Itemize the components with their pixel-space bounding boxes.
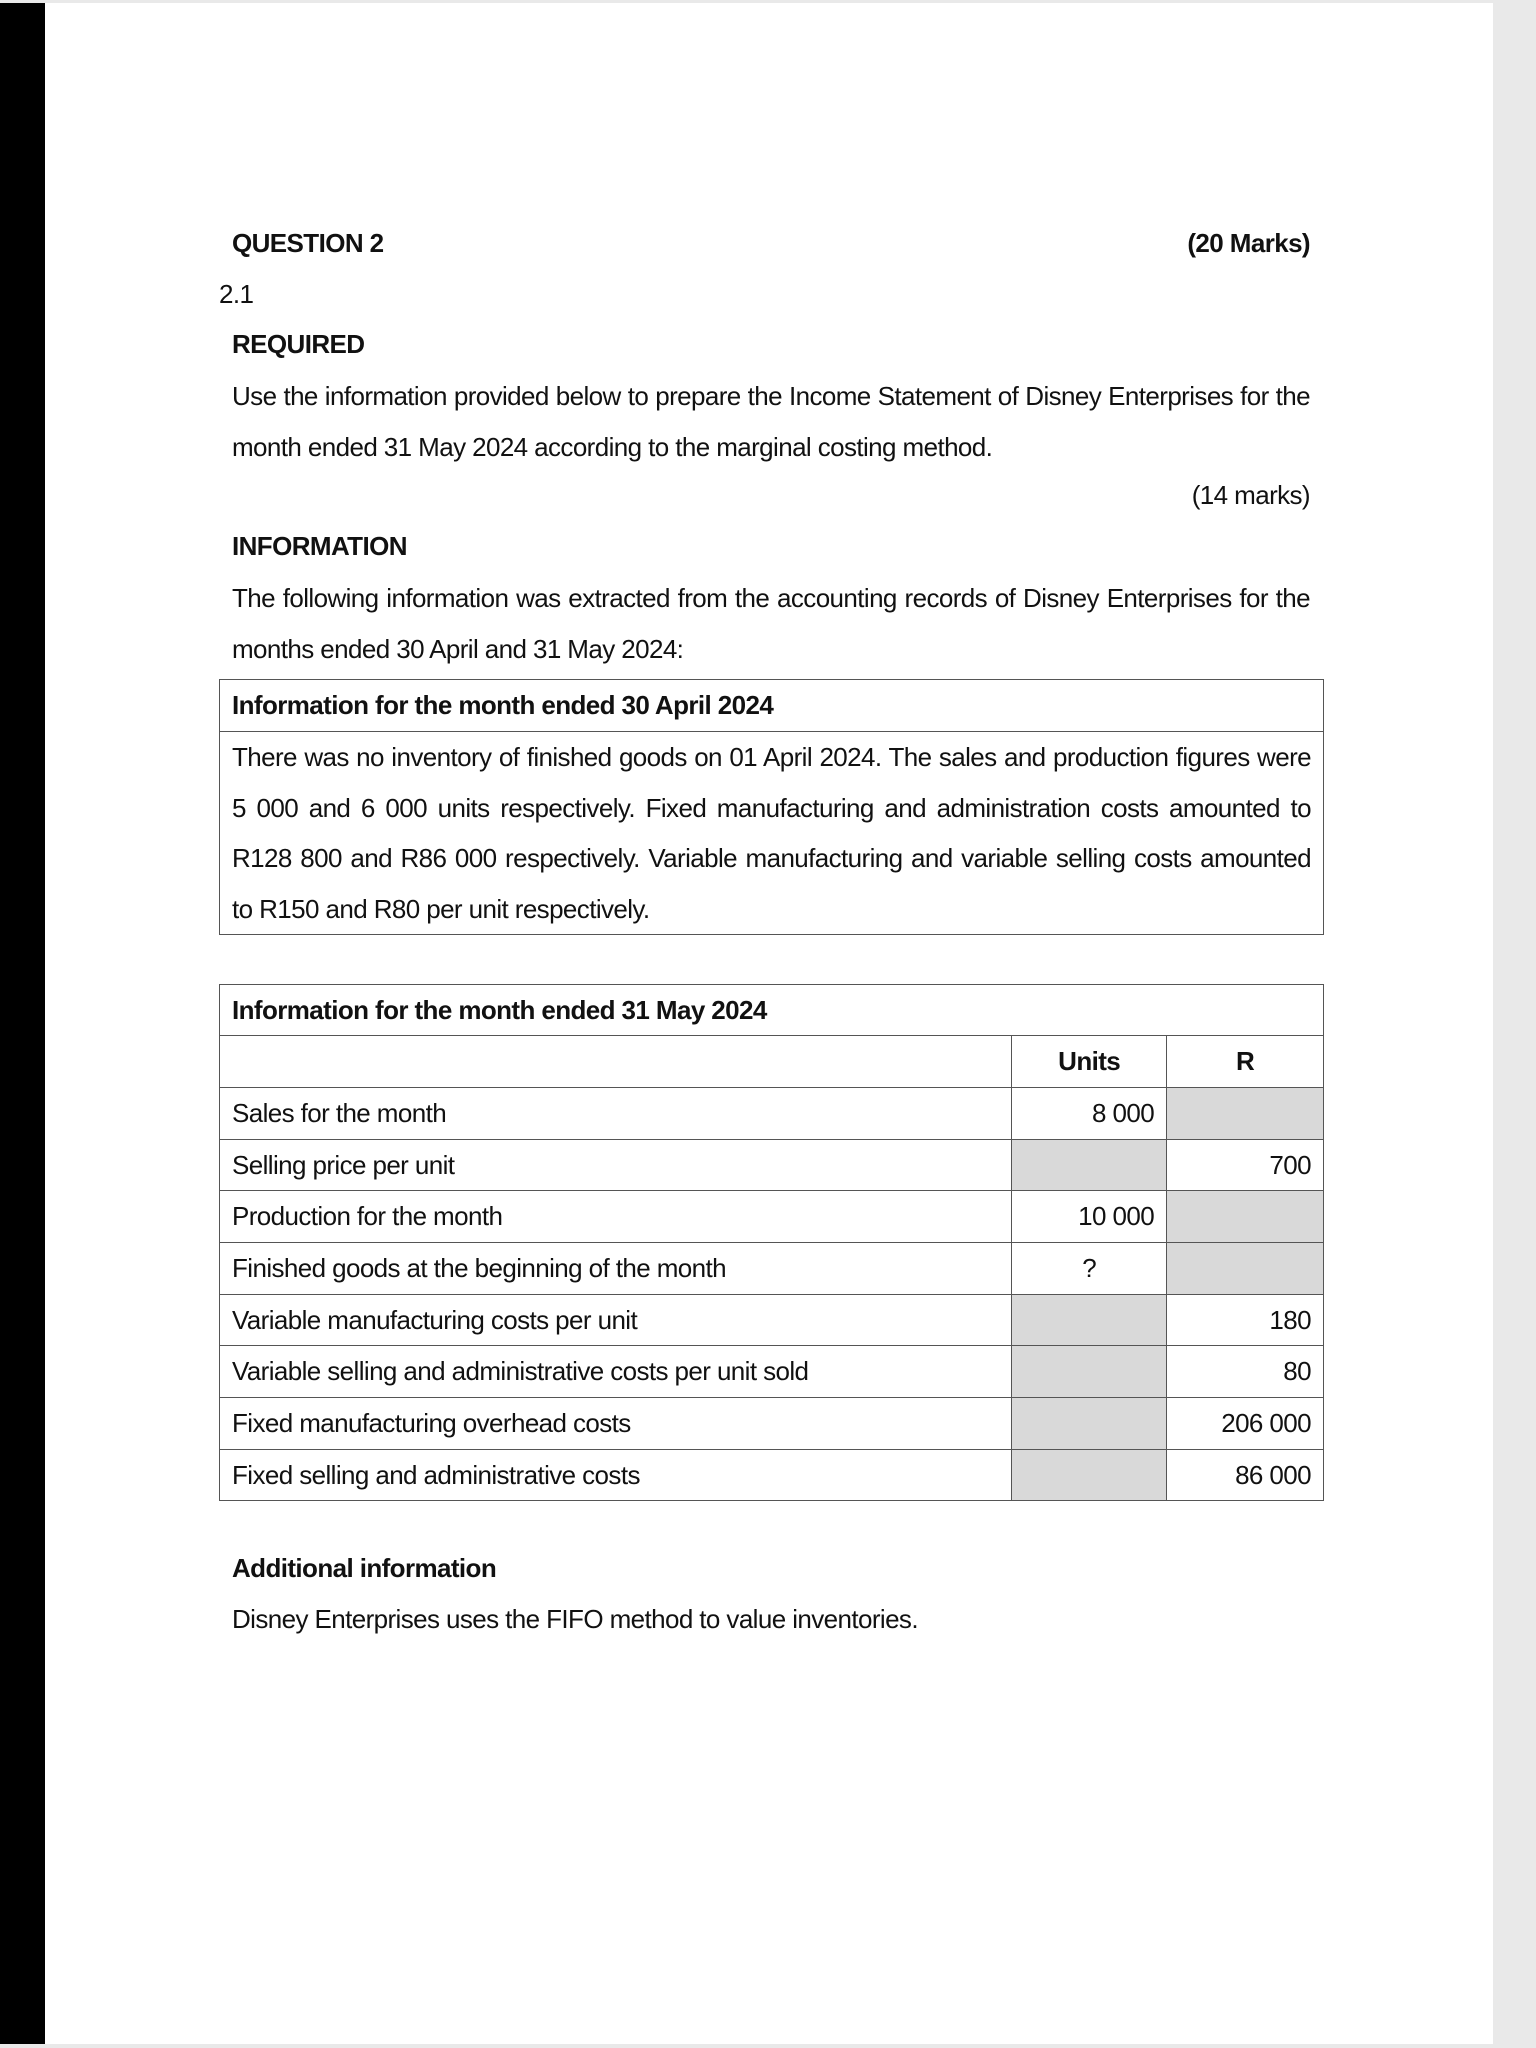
may-info-column-header-row: [220, 1036, 1324, 1088]
april-info-table: [219, 679, 1324, 935]
row-rand: 206 000: [1167, 1398, 1324, 1450]
row-label: Production for the month: [220, 1191, 1012, 1243]
april-info-body-row: [220, 732, 1324, 935]
shaded-cell: [1167, 1088, 1324, 1140]
table-row: [220, 1450, 1324, 1501]
row-label: Fixed selling and administrative costs: [220, 1450, 1012, 1501]
required-marks: (14 marks): [1191, 480, 1310, 510]
required-heading: REQUIRED: [232, 329, 365, 359]
table-row: [220, 1140, 1324, 1191]
table-row: [220, 1398, 1324, 1450]
may-info-header-row: [220, 985, 1324, 1036]
row-rand: 180: [1167, 1295, 1324, 1346]
shaded-cell: [1012, 1346, 1167, 1398]
row-rand: 86 000: [1167, 1450, 1324, 1501]
row-units: 10 000: [1012, 1191, 1167, 1243]
april-info-header-row: [220, 680, 1324, 732]
additional-text: Disney Enterprises uses the FIFO method to value inventories.: [232, 1604, 918, 1634]
label-column-header: [220, 1036, 1012, 1088]
shaded-cell: [1167, 1191, 1324, 1243]
shaded-cell: [1012, 1398, 1167, 1450]
row-label: Variable selling and administrative costs per unit sold: [220, 1346, 1012, 1398]
question-marks: (20 Marks): [1187, 228, 1310, 258]
table-row: [220, 1088, 1324, 1140]
shaded-cell: [1012, 1450, 1167, 1501]
shaded-cell: [1012, 1295, 1167, 1346]
shaded-cell: [1167, 1243, 1324, 1295]
rand-column-header: R: [1167, 1036, 1324, 1088]
units-column-header: Units: [1012, 1036, 1167, 1088]
required-text: Use the information provided below to prepare the Income Statement of Disney Enterprises for the month ended 31 May 2024 according to the marginal costing method.: [232, 381, 1310, 462]
right-margin: [1493, 0, 1536, 2048]
document-page: [45, 3, 1493, 2044]
information-text: The following information was extracted from the accounting records of Disney Enterprises for the months ended 30 April and 31 May 2024:: [232, 583, 1310, 664]
row-rand: 700: [1167, 1140, 1324, 1191]
may-info-heading: Information for the month ended 31 May 2024: [220, 985, 1324, 1036]
row-label: Selling price per unit: [220, 1140, 1012, 1191]
april-info-text: There was no inventory of finished goods on 01 April 2024. The sales and production figures were 5 000 and 6 000 units respectively. Fixed manufacturing and administration costs amounted to R128 800 and R86 000 respectively. Variable manufacturing and variable selling costs amounted to R150 and R80 per unit respectively.: [232, 742, 1311, 924]
row-units: ?: [1012, 1243, 1167, 1295]
row-units: 8 000: [1012, 1088, 1167, 1140]
table-row: [220, 1191, 1324, 1243]
table-row: [220, 1243, 1324, 1295]
row-rand: 80: [1167, 1346, 1324, 1398]
april-info-heading: Information for the month ended 30 April 2024: [220, 680, 1324, 732]
sub-question-number: 2.1: [219, 279, 254, 309]
row-label: Finished goods at the beginning of the month: [220, 1243, 1012, 1295]
row-label: Sales for the month: [220, 1088, 1012, 1140]
table-row: [220, 1346, 1324, 1398]
information-heading: INFORMATION: [232, 531, 407, 561]
row-label: Variable manufacturing costs per unit: [220, 1295, 1012, 1346]
table-row: [220, 1295, 1324, 1346]
row-label: Fixed manufacturing overhead costs: [220, 1398, 1012, 1450]
additional-heading: Additional information: [232, 1553, 497, 1583]
shaded-cell: [1012, 1140, 1167, 1191]
may-info-table: [219, 984, 1324, 1501]
bottom-edge: [0, 2044, 1536, 2048]
question-title: QUESTION 2: [232, 228, 384, 258]
